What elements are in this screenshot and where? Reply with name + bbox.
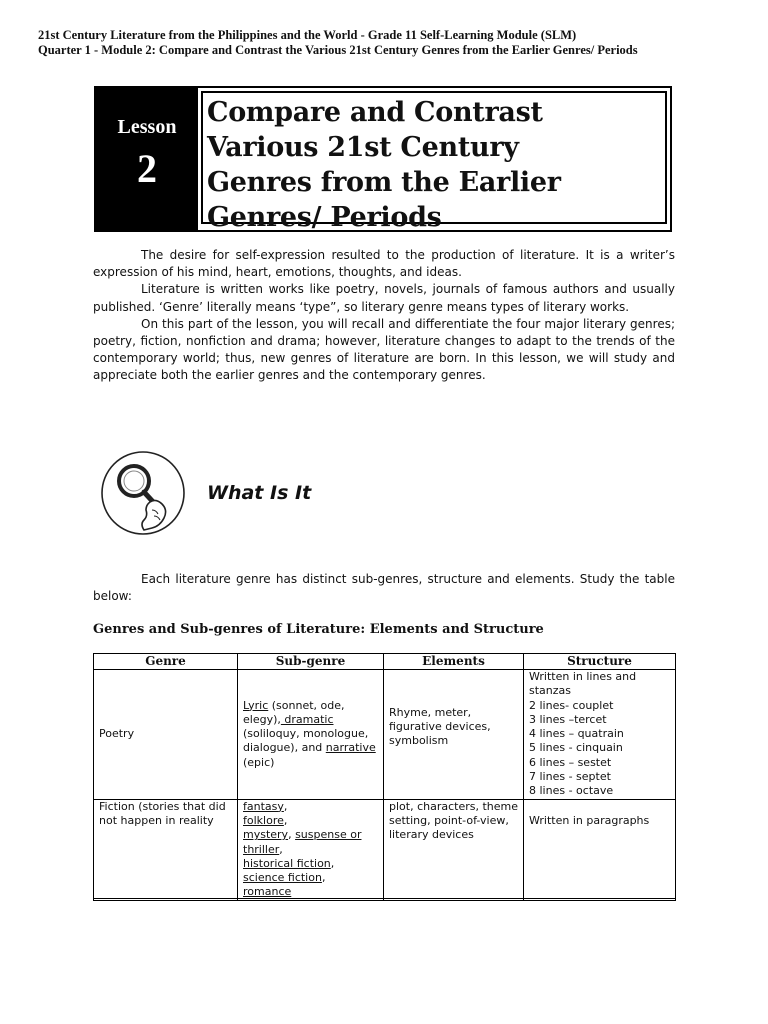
structure-line: 6 lines – sestet [529, 755, 612, 769]
subgenre-cell: fantasy, folklore, mystery, suspense or thriller, historical fiction, science fiction, romance [238, 799, 384, 900]
elements-cell [384, 670, 524, 800]
structure-cell [524, 799, 676, 900]
subgenre-historical: historical fiction [243, 856, 331, 870]
subgenre-folklore: folklore [243, 813, 284, 827]
structure-cell [524, 670, 676, 800]
subgenre-romance: romance [243, 885, 292, 899]
elements-text: Rhyme, meter, figurative devices, symbolism [389, 705, 491, 748]
table-title: Genres and Sub-genres of Literature: Elements and Structure [93, 622, 544, 637]
table-header-cell: Elements [384, 654, 524, 670]
intro-text [93, 247, 675, 385]
subgenre-text: (soliloquy, monologue, dialogue), and [243, 727, 369, 755]
subgenre-narrative: narrative [325, 741, 376, 755]
table-header-cell: Genre [94, 654, 238, 670]
lesson-number: 2 [137, 146, 157, 191]
genre-cell: Poetry [94, 670, 238, 800]
lesson-title-line: Compare and Contrast [207, 97, 543, 128]
lesson-number-block [96, 88, 198, 230]
study-text [93, 571, 675, 605]
subgenre-suspense: suspense or thriller [243, 828, 362, 856]
study-paragraph: Each literature genre has distinct sub-genres, structure and elements. Study the table below: [93, 572, 675, 604]
table-header-cell: Sub-genre [238, 654, 384, 670]
section-title: What Is It [207, 482, 312, 504]
genres-table [93, 653, 676, 901]
structure-line: 7 lines - septet [529, 770, 611, 784]
subgenre-scifi: science fiction [243, 871, 322, 885]
subgenre-dramatic: dramatic [280, 712, 334, 726]
lesson-title-line: Various 21st Century [207, 132, 519, 163]
table-row [94, 799, 676, 900]
subgenre-mystery: mystery [243, 828, 289, 842]
table-header-cell: Structure [524, 654, 676, 670]
elements-cell: plot, characters, theme setting, point-of-view, literary devices [384, 799, 524, 900]
lesson-title-line: Genres/ Periods [207, 202, 442, 233]
subgenre-cell [238, 670, 384, 800]
lesson-title-box [201, 91, 667, 233]
genre-cell: Fiction (stories that did not happen in reality [94, 799, 238, 900]
structure-line: 3 lines –tercet [529, 712, 607, 726]
header-line-2: Quarter 1 - Module 2: Compare and Contrast the Various 21st Century Genres from the Earlier Genres/ Periods [38, 43, 638, 57]
intro-paragraph: On this part of the lesson, you will recall and differentiate the four major literary genres; poetry, fiction, nonfiction and drama; however, literature changes to adapt to the trends of the contemporary world; thus, new genres of literature are born. In this lesson, we will study and appreciate both the earlier genres and the contemporary genres. [93, 316, 675, 383]
module-header [38, 28, 738, 58]
structure-line: 2 lines- couplet [529, 698, 614, 712]
subgenre-lyric: Lyric [243, 698, 269, 712]
subgenre-text: (epic) [243, 755, 275, 769]
subgenre-text: (sonnet, ode, elegy), [243, 698, 345, 726]
table-row [94, 670, 676, 800]
lesson-title-line: Genres from the Earlier [207, 167, 561, 198]
subgenre-fantasy: fantasy [243, 799, 284, 813]
structure-text: Written in paragraphs [529, 813, 650, 827]
intro-paragraph: Literature is written works like poetry, novels, journals of famous authors and usually published. ‘Genre’ literally means ‘type”, so literary genre means types of literary works. [93, 282, 675, 314]
table-bottom-rule [93, 898, 675, 899]
intro-paragraph: The desire for self-expression resulted to the production of literature. It is a writer’s expression of his mind, heart, emotions, thoughts, and ideas. [93, 248, 675, 280]
header-line-1: 21st Century Literature from the Philippines and the World - Grade 11 Self-Learning Module (SLM) [38, 28, 577, 42]
structure-line: 4 lines – quatrain [529, 727, 624, 741]
structure-line: 8 lines - octave [529, 784, 614, 798]
table-header-row [94, 654, 676, 670]
structure-line: 5 lines - cinquain [529, 741, 623, 755]
lesson-banner [94, 86, 672, 232]
structure-line: Written in lines and stanzas [529, 670, 637, 698]
lesson-label: Lesson [117, 116, 177, 138]
magnifying-glass-icon [100, 450, 186, 536]
